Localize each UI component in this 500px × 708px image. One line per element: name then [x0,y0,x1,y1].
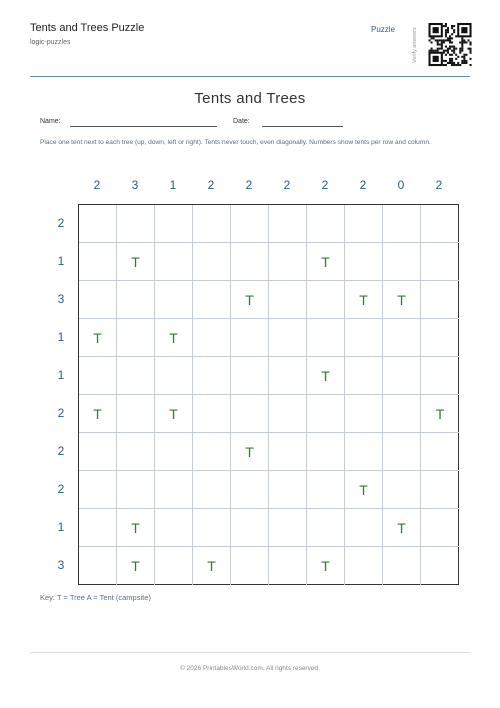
grid-cell[interactable] [79,509,117,547]
grid-cell[interactable] [231,319,269,357]
column-clue: 1 [169,178,177,192]
grid-cell[interactable] [231,395,269,433]
tree-cell[interactable]: T [231,281,269,319]
column-clue: 2 [435,178,443,192]
grid-cell[interactable] [155,547,193,585]
grid-cell[interactable] [421,281,459,319]
grid-cell[interactable] [269,395,307,433]
grid-cell[interactable] [307,433,345,471]
tree-cell[interactable]: T [345,471,383,509]
footer-divider [30,652,470,653]
grid-cell[interactable] [383,433,421,471]
puzzle-grid [78,204,459,585]
grid-cell[interactable] [307,509,345,547]
grid-cell[interactable] [345,357,383,395]
grid-cell[interactable] [231,357,269,395]
grid-cell[interactable] [79,433,117,471]
grid-cell[interactable] [117,357,155,395]
grid-cell[interactable] [193,433,231,471]
grid-cell[interactable] [231,205,269,243]
grid-cell[interactable] [79,205,117,243]
tree-cell[interactable]: T [117,509,155,547]
row-clue: 2 [57,406,65,420]
grid-cell[interactable] [383,395,421,433]
tree-cell[interactable]: T [307,547,345,585]
grid-cell[interactable] [307,395,345,433]
date-label: Date: [233,118,250,125]
grid-cell[interactable] [155,357,193,395]
grid-cell[interactable] [307,281,345,319]
grid-cell[interactable] [155,509,193,547]
grid-cell[interactable] [193,205,231,243]
row-clue: 2 [57,482,65,496]
grid-cell[interactable] [193,281,231,319]
puzzle-badge: Puzzle [371,25,396,34]
grid-cell[interactable] [307,471,345,509]
grid-cell[interactable] [269,547,307,585]
grid-cell[interactable] [231,509,269,547]
tree-cell[interactable]: T [79,319,117,357]
row-clue: 3 [57,292,65,306]
grid-cell[interactable] [345,509,383,547]
grid-cell[interactable] [117,319,155,357]
grid-cell[interactable] [269,433,307,471]
tree-cell[interactable]: T [383,509,421,547]
grid-cell[interactable] [421,205,459,243]
grid-cell[interactable] [269,319,307,357]
row-clue: 3 [57,558,65,572]
grid-cell[interactable] [117,471,155,509]
grid-cell[interactable] [117,395,155,433]
column-clue: 2 [93,178,101,192]
grid-cell[interactable] [79,281,117,319]
grid-cell[interactable] [421,471,459,509]
grid-cell[interactable] [193,471,231,509]
qr-code[interactable] [428,17,472,72]
grid-cell[interactable] [345,547,383,585]
grid-cell[interactable] [79,357,117,395]
tree-cell[interactable]: T [307,357,345,395]
grid-cell[interactable] [155,471,193,509]
tree-cell[interactable]: T [79,395,117,433]
grid-cell[interactable] [117,281,155,319]
grid-cell[interactable] [383,243,421,281]
grid-cell[interactable] [383,547,421,585]
grid-cell[interactable] [307,319,345,357]
row-clue: 1 [57,368,65,382]
grid-cell[interactable] [117,433,155,471]
row-clue: 1 [57,254,65,268]
row-clue: 2 [57,216,65,230]
grid-cell[interactable] [117,205,155,243]
grid-cell[interactable] [155,433,193,471]
grid-cell[interactable] [231,471,269,509]
header-divider [30,76,470,77]
grid-cell[interactable] [231,547,269,585]
instructions: Place one tent next to each tree (up, down, left or right). Tents never touch, even diagonally. Numbers show tents per row and column. [40,139,431,146]
name-label: Name: [40,118,61,125]
grid-cell[interactable] [383,205,421,243]
column-clue: 2 [207,178,215,192]
header-title: Tents and Trees Puzzle [30,22,145,34]
grid-cell[interactable] [79,243,117,281]
grid-cell[interactable] [421,243,459,281]
grid-cell[interactable] [345,205,383,243]
tree-cell[interactable]: T [421,395,459,433]
grid-cell[interactable] [193,243,231,281]
grid-cell[interactable] [345,433,383,471]
tree-cell[interactable]: T [193,547,231,585]
column-clue: 0 [397,178,405,192]
grid-cell[interactable] [421,547,459,585]
grid-cell[interactable] [345,319,383,357]
grid-cell[interactable] [193,395,231,433]
grid-cell[interactable] [155,243,193,281]
grid-cell[interactable] [79,471,117,509]
grid-cell[interactable] [269,205,307,243]
page-title: Tents and Trees [194,90,306,107]
column-clue: 2 [359,178,367,192]
grid-cell[interactable] [269,357,307,395]
grid-cell[interactable] [269,243,307,281]
grid-cell[interactable] [193,319,231,357]
column-clue: 2 [321,178,329,192]
grid-cell[interactable] [345,243,383,281]
tree-cell[interactable]: T [345,281,383,319]
grid-cell[interactable] [383,357,421,395]
legend-key: Key: T = Tree A = Tent (campsite) [40,593,151,602]
tree-cell[interactable]: T [155,319,193,357]
tree-cell[interactable]: T [155,395,193,433]
grid-cell[interactable] [345,395,383,433]
grid-cell[interactable] [421,319,459,357]
row-clue: 1 [57,520,65,534]
grid-cell[interactable] [307,205,345,243]
grid-cell[interactable] [269,281,307,319]
grid-cell[interactable] [383,471,421,509]
row-clue: 1 [57,330,65,344]
row-clue: 2 [57,444,65,458]
grid-cell[interactable] [79,547,117,585]
grid-cell[interactable] [383,319,421,357]
tree-cell[interactable]: T [117,243,155,281]
date-field[interactable] [262,126,343,127]
tree-cell[interactable]: T [231,433,269,471]
verify-answers-label: Verify answers [412,27,418,63]
column-clue: 2 [245,178,253,192]
name-field[interactable] [70,126,217,127]
grid-cell[interactable] [231,243,269,281]
grid-cell[interactable] [193,357,231,395]
grid-cell[interactable] [421,357,459,395]
grid-cell[interactable] [421,509,459,547]
footer-copyright: © 2026 PrintablesWorld.com. All rights reserved. [180,665,320,672]
tree-cell[interactable]: T [383,281,421,319]
column-clue: 2 [283,178,291,192]
grid-cell[interactable] [269,509,307,547]
grid-cell[interactable] [155,205,193,243]
column-clue: 3 [131,178,139,192]
grid-cell[interactable] [269,471,307,509]
tree-cell[interactable]: T [307,243,345,281]
grid-cell[interactable] [421,433,459,471]
grid-cell[interactable] [193,509,231,547]
grid-cell[interactable] [155,281,193,319]
tree-cell[interactable]: T [117,547,155,585]
header-subtitle: logic-puzzles [30,39,71,46]
